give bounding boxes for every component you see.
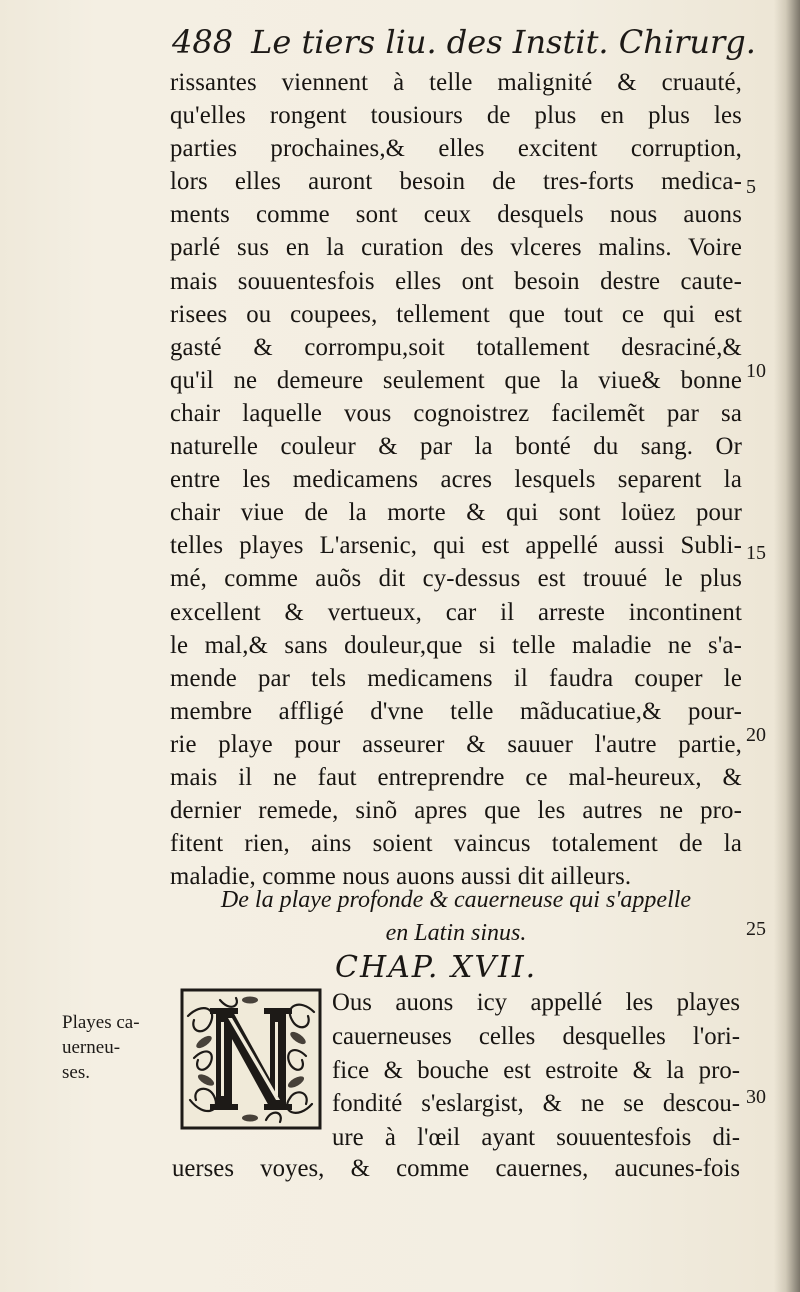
text-line: mé, comme auõs dit cy-dessus est trouué le plus (170, 565, 742, 593)
page-gutter-shadow (774, 0, 800, 1292)
text-line: gasté & corrompu,soit totallement desraciné,& (170, 333, 742, 361)
text-line: cauerneuses celles desquelles l'ori- (332, 1022, 740, 1050)
running-title: Le tiers liu. des Instit. Chirurg. (251, 23, 756, 61)
text-line: naturelle couleur & par la bonté du sang. Or (170, 433, 742, 461)
text-line: parties prochaines,& elles excitent corruption, (170, 135, 742, 163)
chapter-title (200, 884, 712, 950)
margin-note-line: Playes ca- (62, 1012, 140, 1033)
chapter-heading: CHAP. XVII. (335, 950, 538, 985)
chapter-title-line: en Latin sinus. (385, 920, 527, 946)
text-line: mais souuentesfois elles ont besoin destre caute- (170, 267, 742, 295)
text-line: le mal,& sans douleur,que si telle maladie ne s'a- (170, 631, 742, 659)
text-line: rissantes viennent à telle malignité & cruauté, (170, 69, 742, 96)
running-header (172, 20, 756, 64)
page-number: 488 (172, 23, 234, 61)
text-line: rie playe pour asseurer & sauuer l'autre partie, (170, 730, 742, 758)
line-number: 10 (746, 360, 766, 382)
text-line: fice & bouche est estroite & la pro- (332, 1056, 740, 1084)
text-line: fitent rien, ains soient vaincus totalement de la (170, 830, 742, 858)
text-line: entre les medicamens acres lesquels separent la (170, 466, 742, 494)
margin-note-line: ses. (62, 1062, 90, 1083)
text-line: Ous auons icy appellé les playes (332, 989, 740, 1016)
text-line: qu'elles rongent tousiours de plus en plus les (170, 102, 742, 130)
text-line: ure à l'œil ayant souuentesfois di- (332, 1124, 740, 1152)
line-number: 15 (746, 542, 766, 564)
margin-note-line: uerneu- (62, 1037, 121, 1058)
text-line: maladie, comme nous auons aussi dit ailleurs. (170, 863, 632, 891)
text-line: chair viue de la morte & qui sont loüez pour (170, 499, 742, 527)
decorated-initial (180, 988, 322, 1130)
chapter-opening-text (332, 986, 740, 1155)
line-number: 30 (746, 1086, 766, 1108)
text-line: qu'il ne demeure seulement que la viue& bonne (170, 366, 742, 394)
line-number: 5 (746, 176, 756, 198)
text-line: lors elles auront besoin de tres-forts medica- (170, 168, 742, 196)
text-line: membre affligé d'vne telle mãducatiue,& pour- (170, 697, 742, 725)
text-line: mende par tels medicamens il faudra couper le (170, 664, 742, 692)
ornamental-initial-n-icon (180, 988, 322, 1130)
text-line: risees ou coupees, tellement que tout ce qui est (170, 300, 742, 328)
margin-note (62, 1010, 172, 1085)
text-line: uerses voyes, & comme cauernes, aucunes-fois (172, 1155, 740, 1182)
text-line: mais il ne faut entreprendre ce mal-heureux, & (170, 763, 742, 791)
text-line: telles playes L'arsenic, qui est appellé aussi Subli- (170, 532, 742, 560)
main-text-block (170, 66, 742, 893)
chapter-title-line: De la playe profonde & cauerneuse qui s'appelle (220, 887, 692, 913)
line-number: 20 (746, 724, 766, 746)
text-line: excellent & vertueux, car il arreste incontinent (170, 598, 742, 626)
text-line: parlé sus en la curation des vlceres malins. Voire (170, 234, 742, 262)
text-line: dernier remede, sinõ apres que les autres ne pro- (170, 797, 742, 825)
line-number: 25 (746, 918, 766, 940)
text-line: fondité s'eslargist, & ne se descou- (332, 1090, 740, 1118)
text-line: chair laquelle vous cognoistrez facilemẽt par sa (170, 399, 742, 427)
text-line: ments comme sont ceux desquels nous auons (170, 201, 742, 229)
